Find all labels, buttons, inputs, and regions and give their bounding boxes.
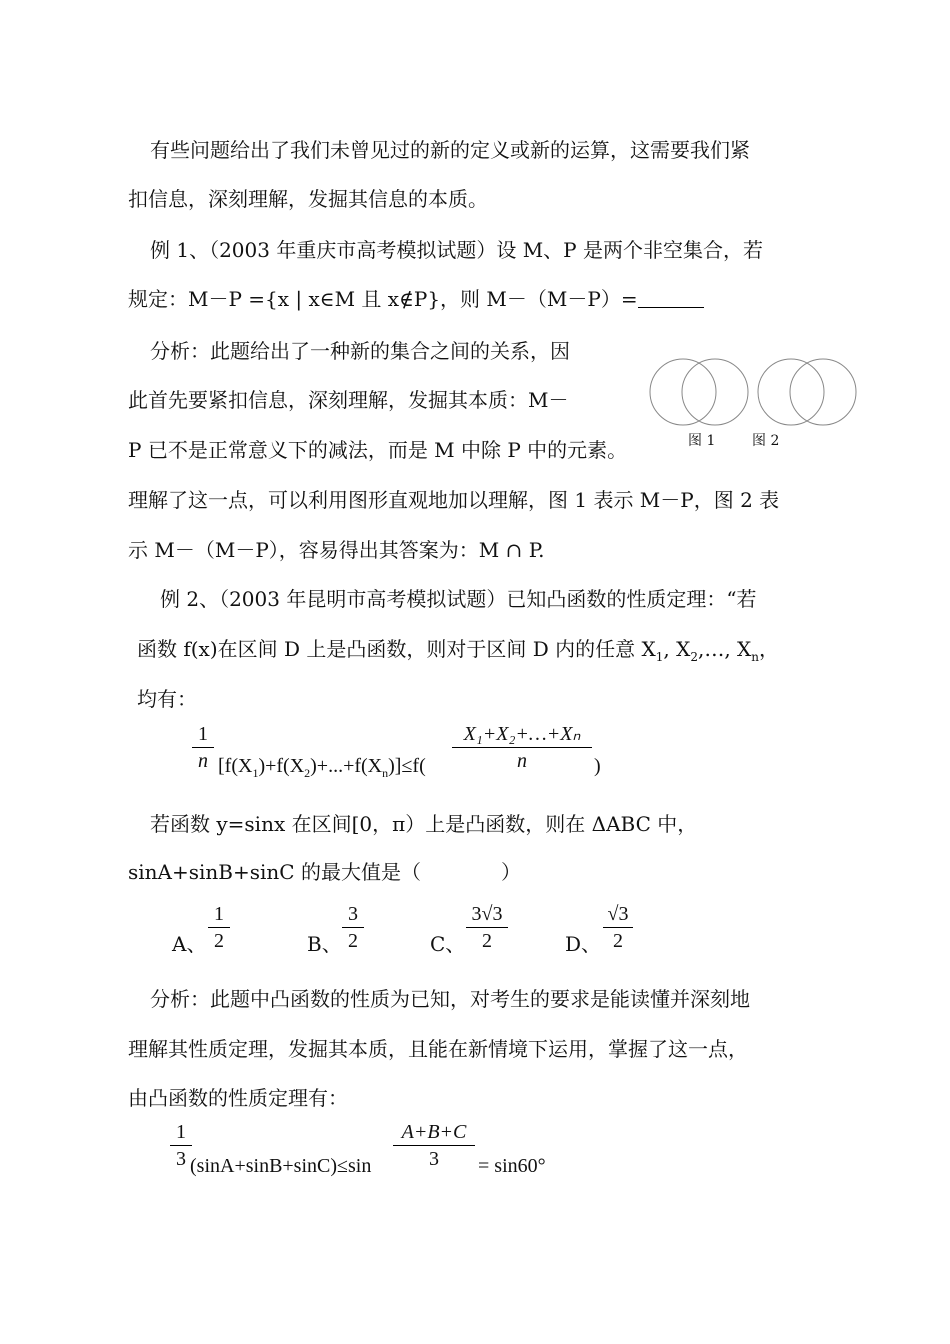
intro-line-2: 扣信息，深刻理解，发掘其信息的本质。 <box>128 187 488 211</box>
figure2-circle-p <box>790 359 856 425</box>
formula-body: $[f(X_1)+f(X_2)+...+f(X_n)]\le f$( <box>218 755 426 780</box>
formula-close-paren: ) <box>594 755 601 777</box>
analysis1-line-4: 理解了这一点，可以利用图形直观地加以理解，图 1 表示 M－P，图 2 表 <box>128 488 780 512</box>
example2-line-2: 函数 f(x)在区间 D 上是凸函数，则对于区间 D 内的任意 $X_1$, $X_2,\dots$, $X_n$， <box>137 637 780 664</box>
option-c-fraction: 3√3 2 <box>466 902 508 953</box>
figure2-label: 图 2 <box>752 433 780 449</box>
example2-line-1: 例 2、（2003 年昆明市高考模拟试题）已知凸函数的性质定理：“若 <box>160 587 757 611</box>
formula-right-fraction <box>452 722 592 773</box>
formula-left-den: n <box>198 750 208 772</box>
option-c-label: C、 <box>430 932 466 956</box>
analysis1-line-2: 此首先要紧扣信息，深刻理解，发掘其本质：M－ <box>128 388 569 412</box>
analysis2-left-fraction: 1 3 <box>170 1120 192 1171</box>
answer-blank <box>638 287 704 308</box>
example2-line-5: sinA+sinB+sinC 的最大值是（ ） <box>128 860 521 884</box>
venn-figures <box>645 355 865 430</box>
example1-line-1: 例 1、（2003 年重庆市高考模拟试题）设 M、P 是两个非空集合，若 <box>150 238 763 262</box>
analysis1-line-5: 示 M－（M－P），容易得出其答案为：M ∩ P. <box>128 538 545 562</box>
option-b-fraction: 3 2 <box>342 902 364 953</box>
figure2-circle-m <box>758 359 824 425</box>
analysis2-body: (sinA+sinB+sinC)≤sin <box>190 1155 372 1177</box>
figure1-circle-m <box>650 359 716 425</box>
option-b-label: B、 <box>307 932 342 956</box>
example2-line-4: 若函数 y=sinx 在区间[0，π）上是凸函数，则在 ΔABC 中， <box>150 812 698 836</box>
formula-left-fraction <box>192 722 214 773</box>
figure1-label: 图 1 <box>688 433 716 449</box>
option-d-fraction: √3 2 <box>603 902 633 953</box>
example2-line-2-tail: ,…, X <box>697 637 752 661</box>
example1-definition: 规定：M－P ={x | x∈M 且 x∉P}，则 M－（M－P）= <box>128 287 638 311</box>
analysis1-line-3: P 已不是正常意义下的减法，而是 M 中除 P 中的元素。 <box>128 438 628 462</box>
option-a-label: A、 <box>172 932 207 956</box>
figure1-circle-p <box>682 359 748 425</box>
analysis2-line-3: 由凸函数的性质定理有： <box>128 1086 348 1110</box>
example1-line-2 <box>128 285 704 313</box>
analysis2-line-2: 理解其性质定理，发掘其本质，且能在新情境下运用，掌握了这一点， <box>128 1037 748 1061</box>
formula-left-num: 1 <box>198 723 208 745</box>
option-d-label: D、 <box>565 932 602 956</box>
analysis1-line-1: 分析：此题给出了一种新的集合之间的关系，因 <box>150 339 570 363</box>
analysis2-right-fraction: A+B+C 3 <box>393 1120 475 1171</box>
formula-right-num: X₁+X₂+…+Xₙ <box>463 723 581 745</box>
example2-line-3: 均有： <box>137 687 197 711</box>
option-a-fraction: 1 2 <box>208 902 230 953</box>
formula-right-den: n <box>517 750 527 772</box>
intro-line-1: 有些问题给出了我们未曾见过的新的定义或新的运算，这需要我们紧 <box>150 138 750 162</box>
analysis2-line-1: 分析：此题中凸函数的性质为已知，对考生的要求是能读懂并深刻地 <box>150 987 750 1011</box>
example2-line-2-text: 函数 f(x)在区间 D 上是凸函数，则对于区间 D 内的任意 X <box>137 637 656 661</box>
analysis2-tail: = sin60° <box>478 1155 546 1177</box>
